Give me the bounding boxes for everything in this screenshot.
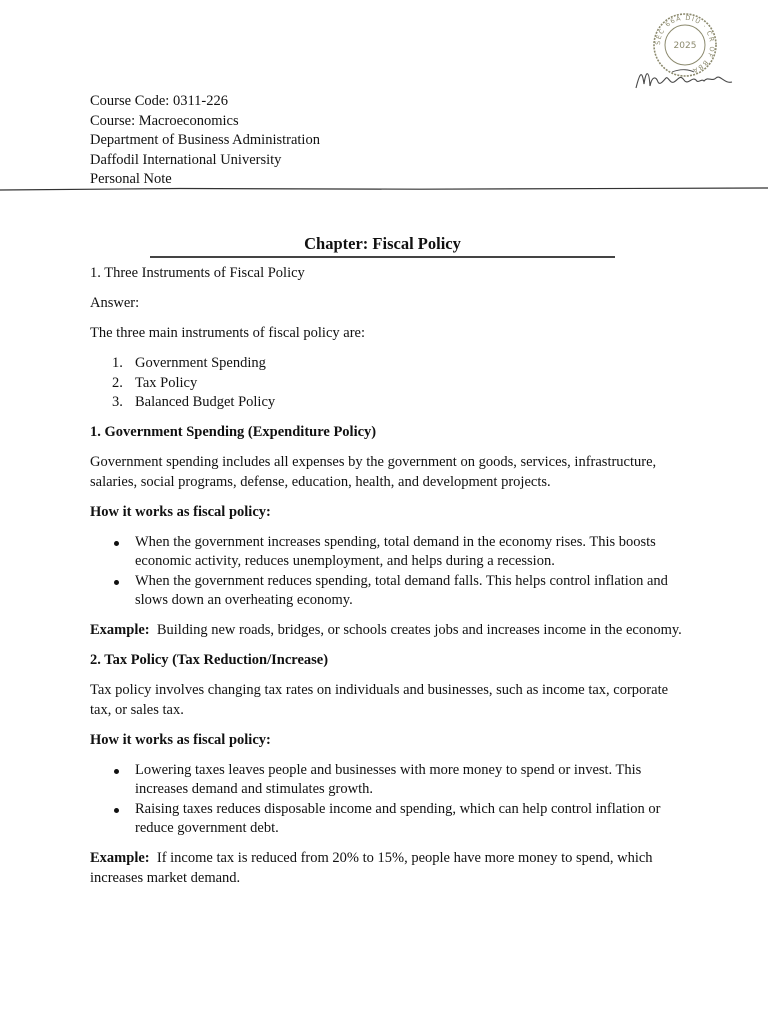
section2-how-heading: How it works as fiscal policy: <box>90 731 271 748</box>
stamp-ring-text: SEC 66A DIU · CR OF BBA <box>653 13 717 75</box>
section2-bullets <box>90 761 690 839</box>
section2-heading: 2. Tax Policy (Tax Reduction/Increase) <box>90 652 329 668</box>
document-body <box>90 264 690 899</box>
section1-description: Government spending includes all expenses by the government on goods, services, infrastructure, salaries, social programs, defense, education, health, and development projects. <box>90 454 657 490</box>
list-item: 3. Balanced Budget Policy <box>112 394 276 410</box>
list-item: Raising taxes reduces disposable income and spending, which can help control inflation or reduce government debt. <box>90 800 690 839</box>
header-divider <box>0 186 768 192</box>
section1-example: Example: Building new roads, bridges, or schools creates jobs and increases income in the economy. <box>90 622 682 638</box>
department: Department of Business Administration <box>90 132 320 148</box>
note-type: Personal Note <box>90 171 172 187</box>
question-heading: 1. Three Instruments of Fiscal Policy <box>90 265 305 281</box>
university: Daffodil International University <box>90 151 282 168</box>
course-header <box>90 92 320 190</box>
stamp-year: 2025 <box>673 41 697 51</box>
signature <box>632 62 736 96</box>
list-item: 2. Tax Policy <box>112 374 198 391</box>
course-name: Course: Macroeconomics <box>90 112 239 129</box>
answer-label: Answer: <box>90 295 140 311</box>
list-item: Lowering taxes leaves people and businesses with more money to spend or invest. This increases demand and stimulates growth. <box>90 761 690 800</box>
section2-description: Tax policy involves changing tax rates on individuals and businesses, such as income tax, corporate tax, or sales tax. <box>90 682 669 718</box>
chapter-title: Chapter: Fiscal Policy <box>304 234 461 253</box>
section2-example: Example: If income tax is reduced from 20% to 15%, people have more money to spend, which increases market demand. <box>90 850 653 886</box>
section1-bullets <box>90 533 690 611</box>
list-item: When the government reduces spending, total demand falls. This helps control inflation and slows down an overheating economy. <box>90 572 690 611</box>
list-item: When the government increases spending, total demand in the economy rises. This boosts economic activity, reduces unemployment, and helps during a recession. <box>90 533 690 572</box>
section1-heading: 1. Government Spending (Expenditure Policy) <box>90 424 377 440</box>
title-underline <box>150 256 615 258</box>
instruments-list <box>90 354 690 413</box>
section1-how-heading: How it works as fiscal policy: <box>90 503 271 520</box>
intro-text: The three main instruments of fiscal policy are: <box>90 325 366 341</box>
list-item: 1. Government Spending <box>112 355 266 371</box>
course-code: Course Code: 0311-226 <box>90 93 229 109</box>
